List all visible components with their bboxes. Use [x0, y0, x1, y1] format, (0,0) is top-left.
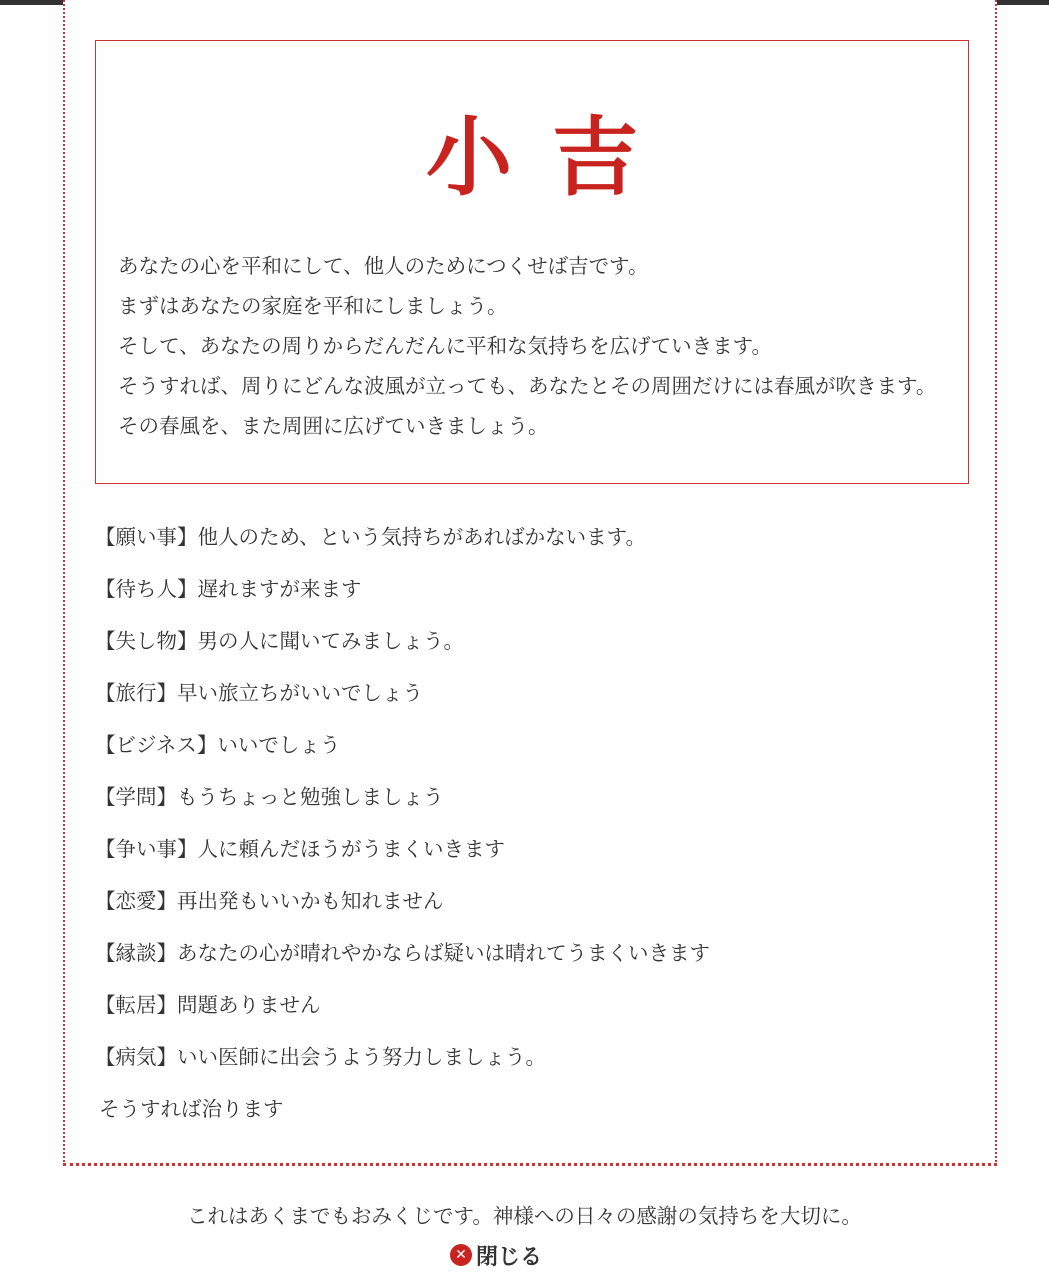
fortune-categories — [95, 514, 965, 1132]
category-row-illness — [95, 1034, 965, 1086]
footer-note: これはあくまでもおみくじです。神様への日々の感謝の気持ちを大切に。 — [187, 1204, 862, 1228]
category-key: 【失し物】 — [95, 629, 198, 653]
category-key: 【学問】 — [95, 785, 177, 809]
category-value: 他人のため、という気持ちがあればかないます。 — [197, 525, 647, 549]
fortune-rank: 小吉 — [426, 107, 678, 208]
category-key: 【ビジネス】 — [95, 733, 218, 757]
category-value: いい医師に出会うよう努力しましょう。 — [177, 1045, 546, 1069]
fortune-message-line: そして、あなたの周りからだんだんに平和な気持ちを広げていきます。 — [118, 334, 772, 358]
fortune-message-line: そうすれば、周りにどんな波風が立っても、あなたとその周囲だけには春風が吹きます。 — [118, 374, 937, 398]
category-row-marriage-talk — [95, 930, 965, 982]
category-value: もうちょっと勉強しましょう — [177, 785, 444, 809]
category-row-waiting-person — [95, 566, 965, 618]
category-value: 再出発もいいかも知れません — [177, 889, 444, 913]
category-key: 【旅行】 — [95, 681, 177, 705]
category-row-lost-item — [95, 618, 965, 670]
category-row-dispute — [95, 826, 965, 878]
category-row-moving — [95, 982, 965, 1034]
category-value: 問題ありません — [177, 993, 321, 1017]
fortune-message-line: その春風を、また周囲に広げていきましょう。 — [118, 414, 549, 438]
category-value: 人に頼んだほうがうまくいきます — [197, 837, 505, 861]
category-row-travel — [95, 670, 965, 722]
category-row-business — [95, 722, 965, 774]
category-value: あなたの心が晴れやかならば疑いは晴れてうまくいきます — [177, 941, 710, 965]
category-key: 【恋愛】 — [95, 889, 177, 913]
fortune-message-line: まずはあなたの家庭を平和にしましょう。 — [118, 294, 508, 318]
category-key: 【争い事】 — [95, 837, 198, 861]
close-icon[interactable]: ✕ — [450, 1244, 472, 1266]
fortune-message-line: あなたの心を平和にして、他人のためにつくせば吉です。 — [118, 254, 649, 278]
category-row-wish — [95, 514, 965, 566]
fortune-box — [95, 40, 969, 484]
category-key: 【縁談】 — [95, 941, 177, 965]
category-row-study — [95, 774, 965, 826]
close-button-label[interactable]: 閉じる — [476, 1244, 543, 1270]
category-value: 遅れますが来ます — [197, 577, 362, 601]
category-key: 【病気】 — [95, 1045, 177, 1069]
category-key: 【待ち人】 — [95, 577, 198, 601]
category-row-love — [95, 878, 965, 930]
omikuji-card — [63, 0, 997, 1166]
fortune-message — [118, 246, 950, 446]
category-value: 早い旅立ちがいいでしょう — [177, 681, 423, 705]
category-key: 【願い事】 — [95, 525, 198, 549]
category-key: 【転居】 — [95, 993, 177, 1017]
category-value: 男の人に聞いてみましょう。 — [197, 629, 464, 653]
category-value: いいでしょう — [217, 733, 341, 757]
close-button[interactable] — [450, 1238, 542, 1272]
category-illness-continuation: そうすれば治ります — [99, 1097, 284, 1121]
